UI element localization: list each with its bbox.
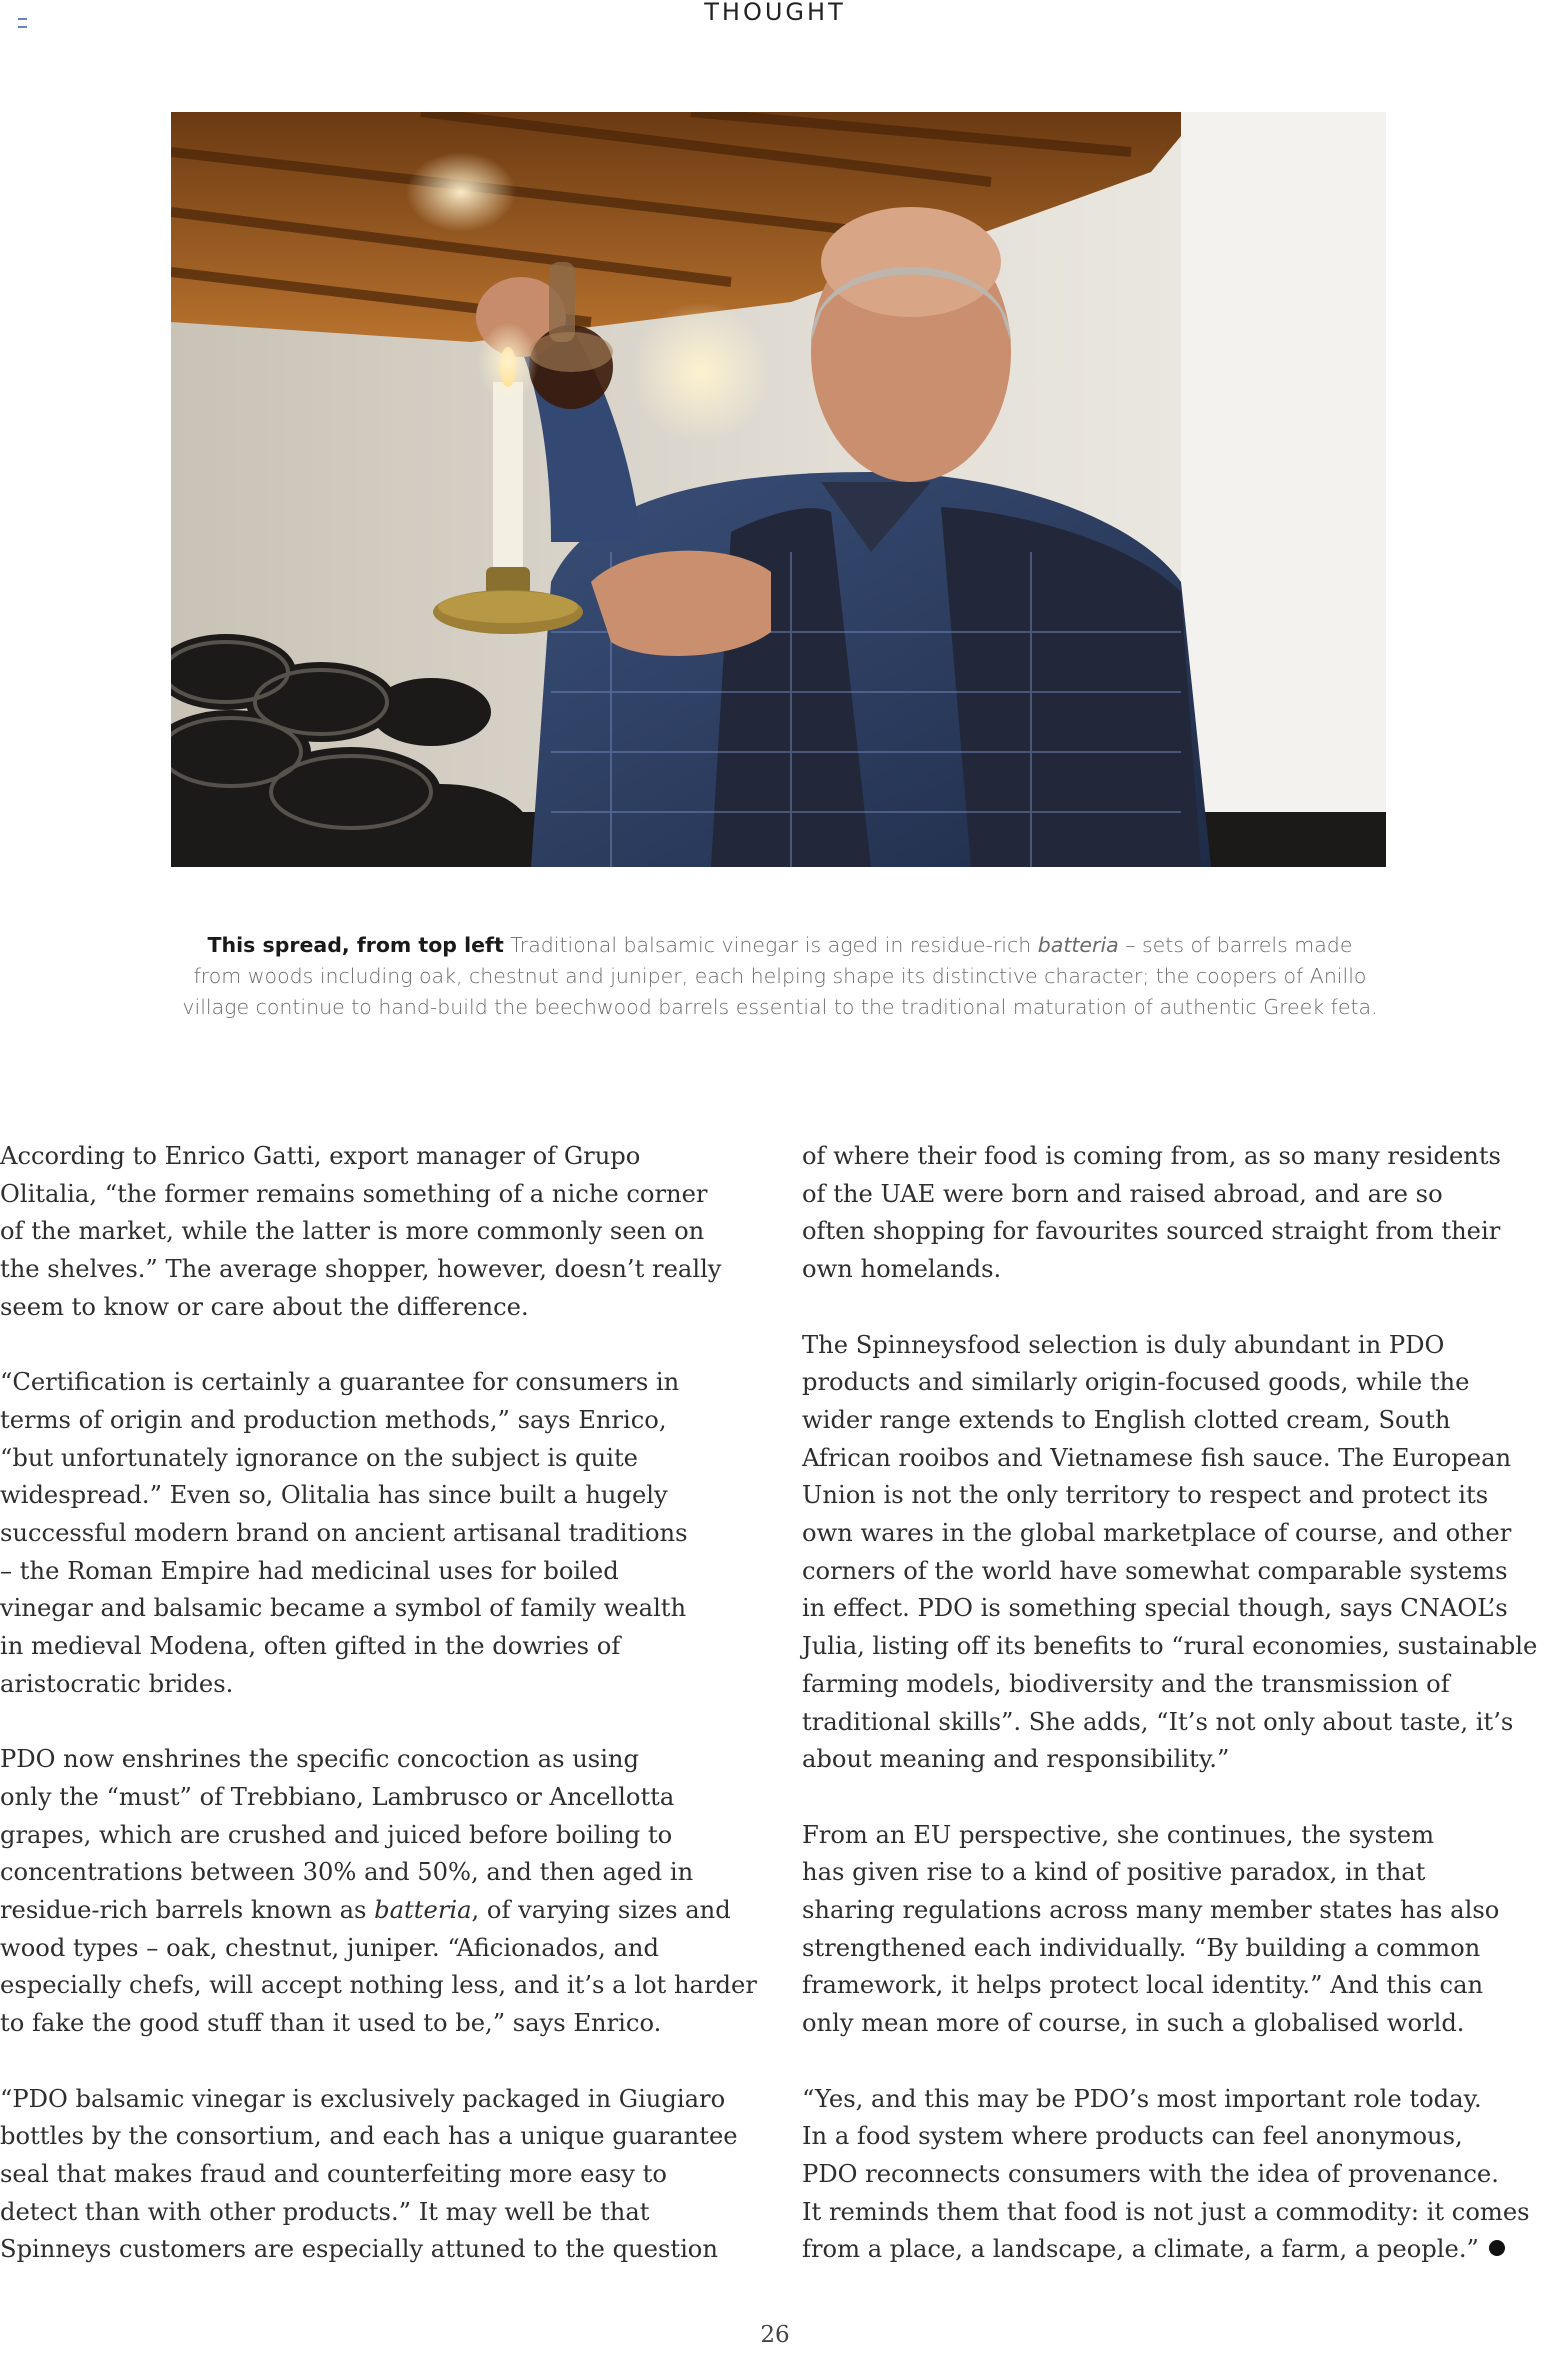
photo-caption (160, 930, 1400, 1023)
right-column (802, 1138, 1550, 2307)
text-line: seem to know or care about the difference. (0, 1292, 529, 1321)
caption-line1-post: – sets of barrels made (1118, 933, 1353, 957)
text-line: Julia, listing off its benefits to “rural economies, sustainable (802, 1632, 1538, 1661)
text-line-final (802, 2231, 1550, 2269)
text-line: the shelves.” The average shopper, however, doesn’t really (0, 1255, 722, 1284)
end-mark-icon (1489, 2240, 1505, 2256)
text-line: of the UAE were born and raised abroad, and are so (802, 1179, 1443, 1208)
italic-term: batteria (374, 1896, 472, 1925)
right-paragraph-3 (802, 1817, 1550, 2043)
text-line: strengthened each individually. “By building a common (802, 1933, 1481, 1962)
text-line: of the market, while the latter is more commonly seen on (0, 1217, 705, 1246)
text-line: seal that makes fraud and counterfeiting more easy to (0, 2159, 667, 2188)
text-line: Olitalia, “the former remains something of a niche corner (0, 1179, 708, 1208)
text-line: products and similarly origin-focused goods, while the (802, 1368, 1470, 1397)
text-line: own wares in the global marketplace of course, and other (802, 1519, 1512, 1548)
feature-photo (171, 112, 1386, 867)
page-number: 26 (760, 2322, 790, 2348)
text-line: of where their food is coming from, as so many residents (802, 1142, 1501, 1170)
text-line: It reminds them that food is not just a commodity: it comes (802, 2197, 1530, 2226)
caption-line2: from woods including oak, chestnut and juniper, each helping shape its distinctive character; the coopers of Anillo (193, 964, 1367, 988)
left-paragraph-1 (0, 1138, 760, 1327)
text-line: successful modern brand on ancient artisanal traditions (0, 1519, 688, 1548)
text-line: aristocratic brides. (0, 1669, 234, 1698)
caption-lead: This spread, from top left (207, 933, 504, 957)
text-line: traditional skills”. She adds, “It’s not only about taste, it’s (802, 1707, 1514, 1736)
text-line: widespread.” Even so, Olitalia has since built a hugely (0, 1481, 668, 1510)
text-fragment: from a place, a landscape, a climate, a farm, a people.” (802, 2235, 1479, 2264)
text-line: only the “must” of Trebbiano, Lambrusco or Ancellotta (0, 1782, 675, 1811)
text-line: Spinneys customers are especially attuned to the question (0, 2235, 718, 2264)
text-line: concentrations between 30% and 50%, and then aged in (0, 1858, 694, 1887)
left-paragraph-4 (0, 2081, 760, 2270)
text-line: “Certification is certainly a guarantee for consumers in (0, 1368, 680, 1397)
text-fragment: residue-rich barrels known as (0, 1896, 375, 1925)
text-line: sharing regulations across many member states has also (802, 1896, 1500, 1925)
text-line: own homelands. (802, 1255, 1002, 1284)
text-line: bottles by the consortium, and each has a unique guarantee (0, 2122, 738, 2151)
caption-line1-em: batteria (1037, 933, 1119, 957)
left-column (0, 1138, 760, 2307)
section-label: THOUGHT (704, 0, 846, 26)
left-paragraph-2 (0, 1364, 760, 1703)
caption-line3: village continue to hand-build the beechwood barrels essential to the traditional maturation of authentic Greek feta. (182, 995, 1378, 1019)
text-line: about meaning and responsibility.” (802, 1745, 1230, 1774)
text-line: in medieval Modena, often gifted in the dowries of (0, 1632, 621, 1661)
text-line: wider range extends to English clotted cream, South (802, 1405, 1451, 1434)
right-paragraph-1 (802, 1138, 1550, 1289)
text-line: vinegar and balsamic became a symbol of family wealth (0, 1594, 687, 1623)
text-line: often shopping for favourites sourced straight from their (802, 1217, 1501, 1246)
left-paragraph-3 (0, 1741, 760, 2043)
text-line: African rooibos and Vietnamese fish sauce. The European (802, 1443, 1512, 1472)
text-line-mixed (0, 1892, 760, 1930)
text-line: “but unfortunately ignorance on the subject is quite (0, 1443, 638, 1472)
text-line: PDO reconnects consumers with the idea of provenance. (802, 2159, 1499, 2188)
text-line: From an EU perspective, she continues, the system (802, 1820, 1435, 1849)
text-line: grapes, which are crushed and juiced before boiling to (0, 1820, 673, 1849)
right-paragraph-4 (802, 2081, 1550, 2270)
text-line: in effect. PDO is something special though, says CNAOL’s (802, 1594, 1508, 1623)
text-line: In a food system where products can feel anonymous, (802, 2122, 1463, 2151)
text-line: The Spinneysfood selection is duly abundant in PDO (802, 1330, 1445, 1359)
text-line: According to Enrico Gatti, export manager of Grupo (0, 1142, 641, 1170)
text-line: corners of the world have somewhat comparable systems (802, 1556, 1508, 1585)
text-line: terms of origin and production methods,” says Enrico, (0, 1405, 667, 1434)
text-line: framework, it helps protect local identity.” And this can (802, 1971, 1484, 2000)
text-line: PDO now enshrines the specific concoction as using (0, 1745, 639, 1774)
text-line: especially chefs, will accept nothing less, and it’s a lot harder (0, 1971, 757, 2000)
text-line: “Yes, and this may be PDO’s most important role today. (802, 2084, 1482, 2113)
text-line: wood types – oak, chestnut, juniper. “Aficionados, and (0, 1933, 659, 1962)
text-line: detect than with other products.” It may well be that (0, 2197, 650, 2226)
right-paragraph-2 (802, 1327, 1550, 1779)
text-line: Union is not the only territory to respect and protect its (802, 1481, 1489, 1510)
text-line: only mean more of course, in such a globalised world. (802, 2009, 1465, 2038)
text-line: has given rise to a kind of positive paradox, in that (802, 1858, 1426, 1887)
caption-line1-pre: Traditional balsamic vinegar is aged in residue-rich (503, 933, 1038, 957)
text-line: – the Roman Empire had medicinal uses for boiled (0, 1556, 619, 1585)
feature-photo-illustration (171, 112, 1386, 867)
text-line: “PDO balsamic vinegar is exclusively packaged in Giugiaro (0, 2084, 726, 2113)
text-fragment: , of varying sizes and (471, 1896, 731, 1925)
text-line: farming models, biodiversity and the transmission of (802, 1669, 1450, 1698)
text-line: to fake the good stuff than it used to be,” says Enrico. (0, 2009, 662, 2038)
